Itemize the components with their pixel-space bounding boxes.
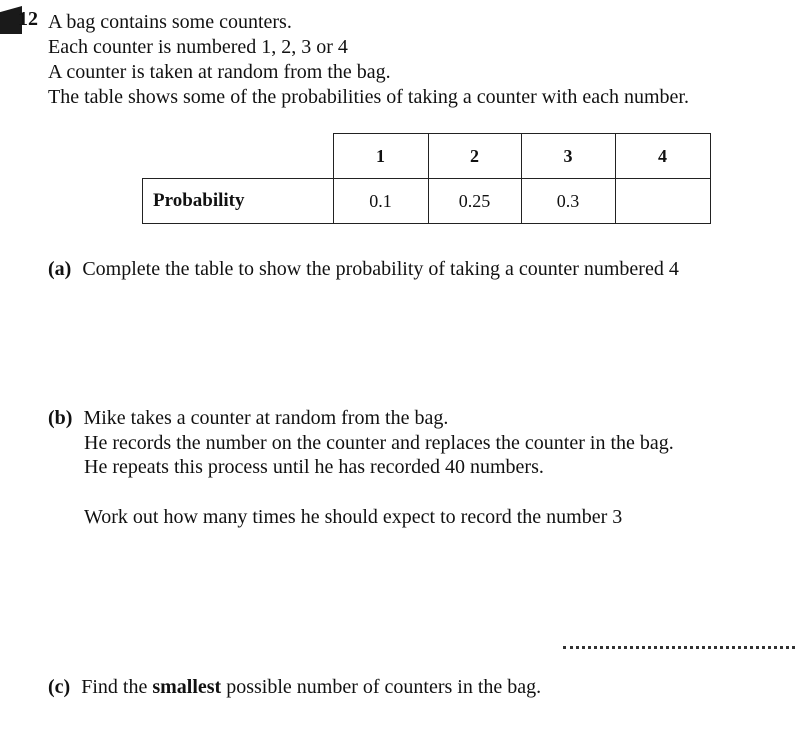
answer-line[interactable] (563, 646, 795, 649)
intro-line-1: A bag contains some counters. (48, 11, 292, 33)
table-value-3: 0.3 (521, 179, 615, 224)
part-a-label: (a) (48, 258, 72, 280)
part-c-text-before: Find the (81, 676, 148, 698)
intro-line-3: A counter is taken at random from the bag. (48, 61, 391, 83)
part-b-instruction: Work out how many times he should expect to record the number 3 (84, 506, 623, 528)
table-row-label: Probability (143, 179, 334, 224)
part-c-text-after: possible number of counters in the bag. (226, 676, 542, 698)
intro-line-2: Each counter is numbered 1, 2, 3 or 4 (48, 36, 348, 58)
table-header-1: 1 (333, 134, 428, 179)
table-value-4-answer-cell[interactable] (615, 179, 710, 224)
intro-line-4: The table shows some of the probabilities of taking a counter with each number. (48, 86, 689, 108)
part-b-text-1: Mike takes a counter at random from the bag. (83, 407, 449, 429)
table-header-4: 4 (615, 134, 710, 179)
part-c-label: (c) (48, 676, 71, 698)
part-b-line-1 (48, 406, 448, 430)
part-c-text-bold: smallest (152, 676, 222, 698)
table-header-3: 3 (521, 134, 615, 179)
table-probability-row (143, 179, 711, 224)
part-b-line-2: He records the number on the counter and replaces the counter in the bag. (84, 432, 674, 454)
table-header-2: 2 (428, 134, 521, 179)
probability-table (142, 133, 711, 224)
part-a-text: Complete the table to show the probability of taking a counter numbered 4 (82, 258, 679, 280)
table-value-1: 0.1 (333, 179, 428, 224)
table-corner-cell (143, 134, 334, 179)
part-a (48, 257, 679, 281)
part-c (48, 675, 541, 699)
part-b-line-3: He repeats this process until he has recorded 40 numbers. (84, 456, 544, 478)
table-header-row (143, 134, 711, 179)
part-b-label: (b) (48, 407, 73, 429)
question-number: 12 (18, 8, 38, 30)
table-value-2: 0.25 (428, 179, 521, 224)
